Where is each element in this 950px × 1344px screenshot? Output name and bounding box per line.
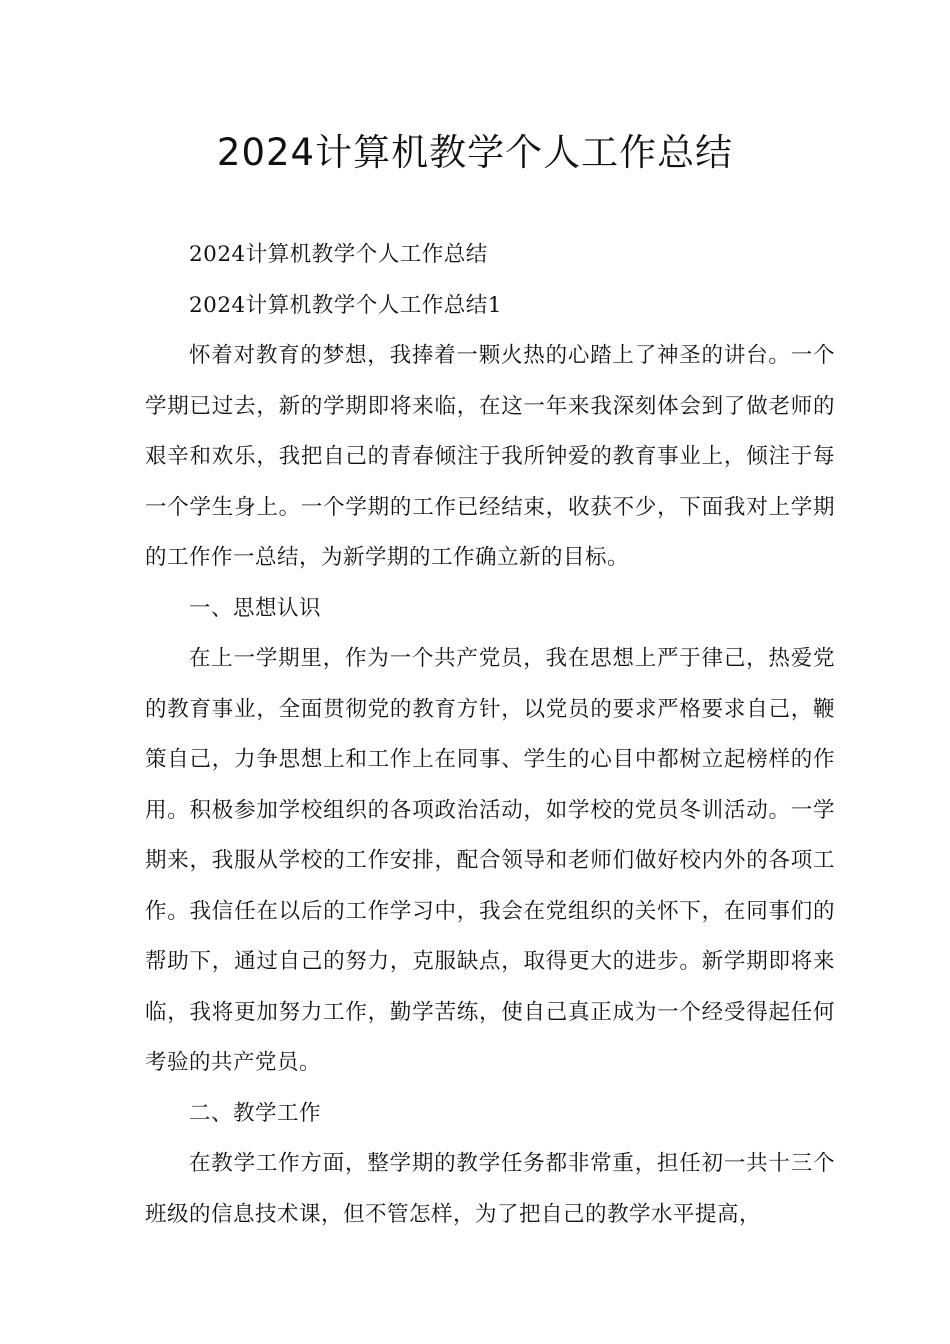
heading-teaching: 二、教学工作 [189,1100,322,1126]
document-title: 2024计算机教学个人工作总结 [216,131,734,174]
intro-paragraph: 怀着对教育的梦想，我捧着一颗火热的心踏上了神圣的讲台。一个学期已过去，新的学期即将来临，在这一年来我深刻体会到了做老师的艰辛和欢乐，我把自己的青春倾注于我所钟爱的教育事业上，倾注于每一个学生身上。一个学期的工作已经结束，收获不少，下面我对上学期的工作作一总结，为新学期的工作确立新的目标。 [145,343,835,570]
ideology-paragraph: 在上一学期里，作为一个共产党员，我在思想上严于律己，热爱党的教育事业，全面贯彻党的教育方针，以党员的要求严格要求自己，鞭策自己，力争思想上和工作上在同事、学生的心目中都树立起榜样的作用。积极参加学校组织的各项政治活动，如学校的党员冬训活动。一学期来，我服从学校的工作安排，配合领导和老师们做好校内外的各项工作。我信任在以后的工作学习中，我会在党组织的关怀下，在同事们的帮助下，通过自己的努力，克服缺点，取得更大的进步。新学期即将来临，我将更加努力工作，勤学苦练，使自己真正成为一个经受得起任何考验的共产党员。 [145,646,835,1075]
section-title-line: 2024计算机教学个人工作总结1 [189,292,502,318]
subtitle-line: 2024计算机教学个人工作总结 [189,242,488,267]
heading-ideology: 一、思想认识 [189,595,322,621]
document-body [145,230,835,1240]
teaching-paragraph: 在教学工作方面，整学期的教学任务都非常重，担任初一共十三个班级的信息技术课，但不管怎样，为了把自己的教学水平提高， [145,1151,835,1227]
